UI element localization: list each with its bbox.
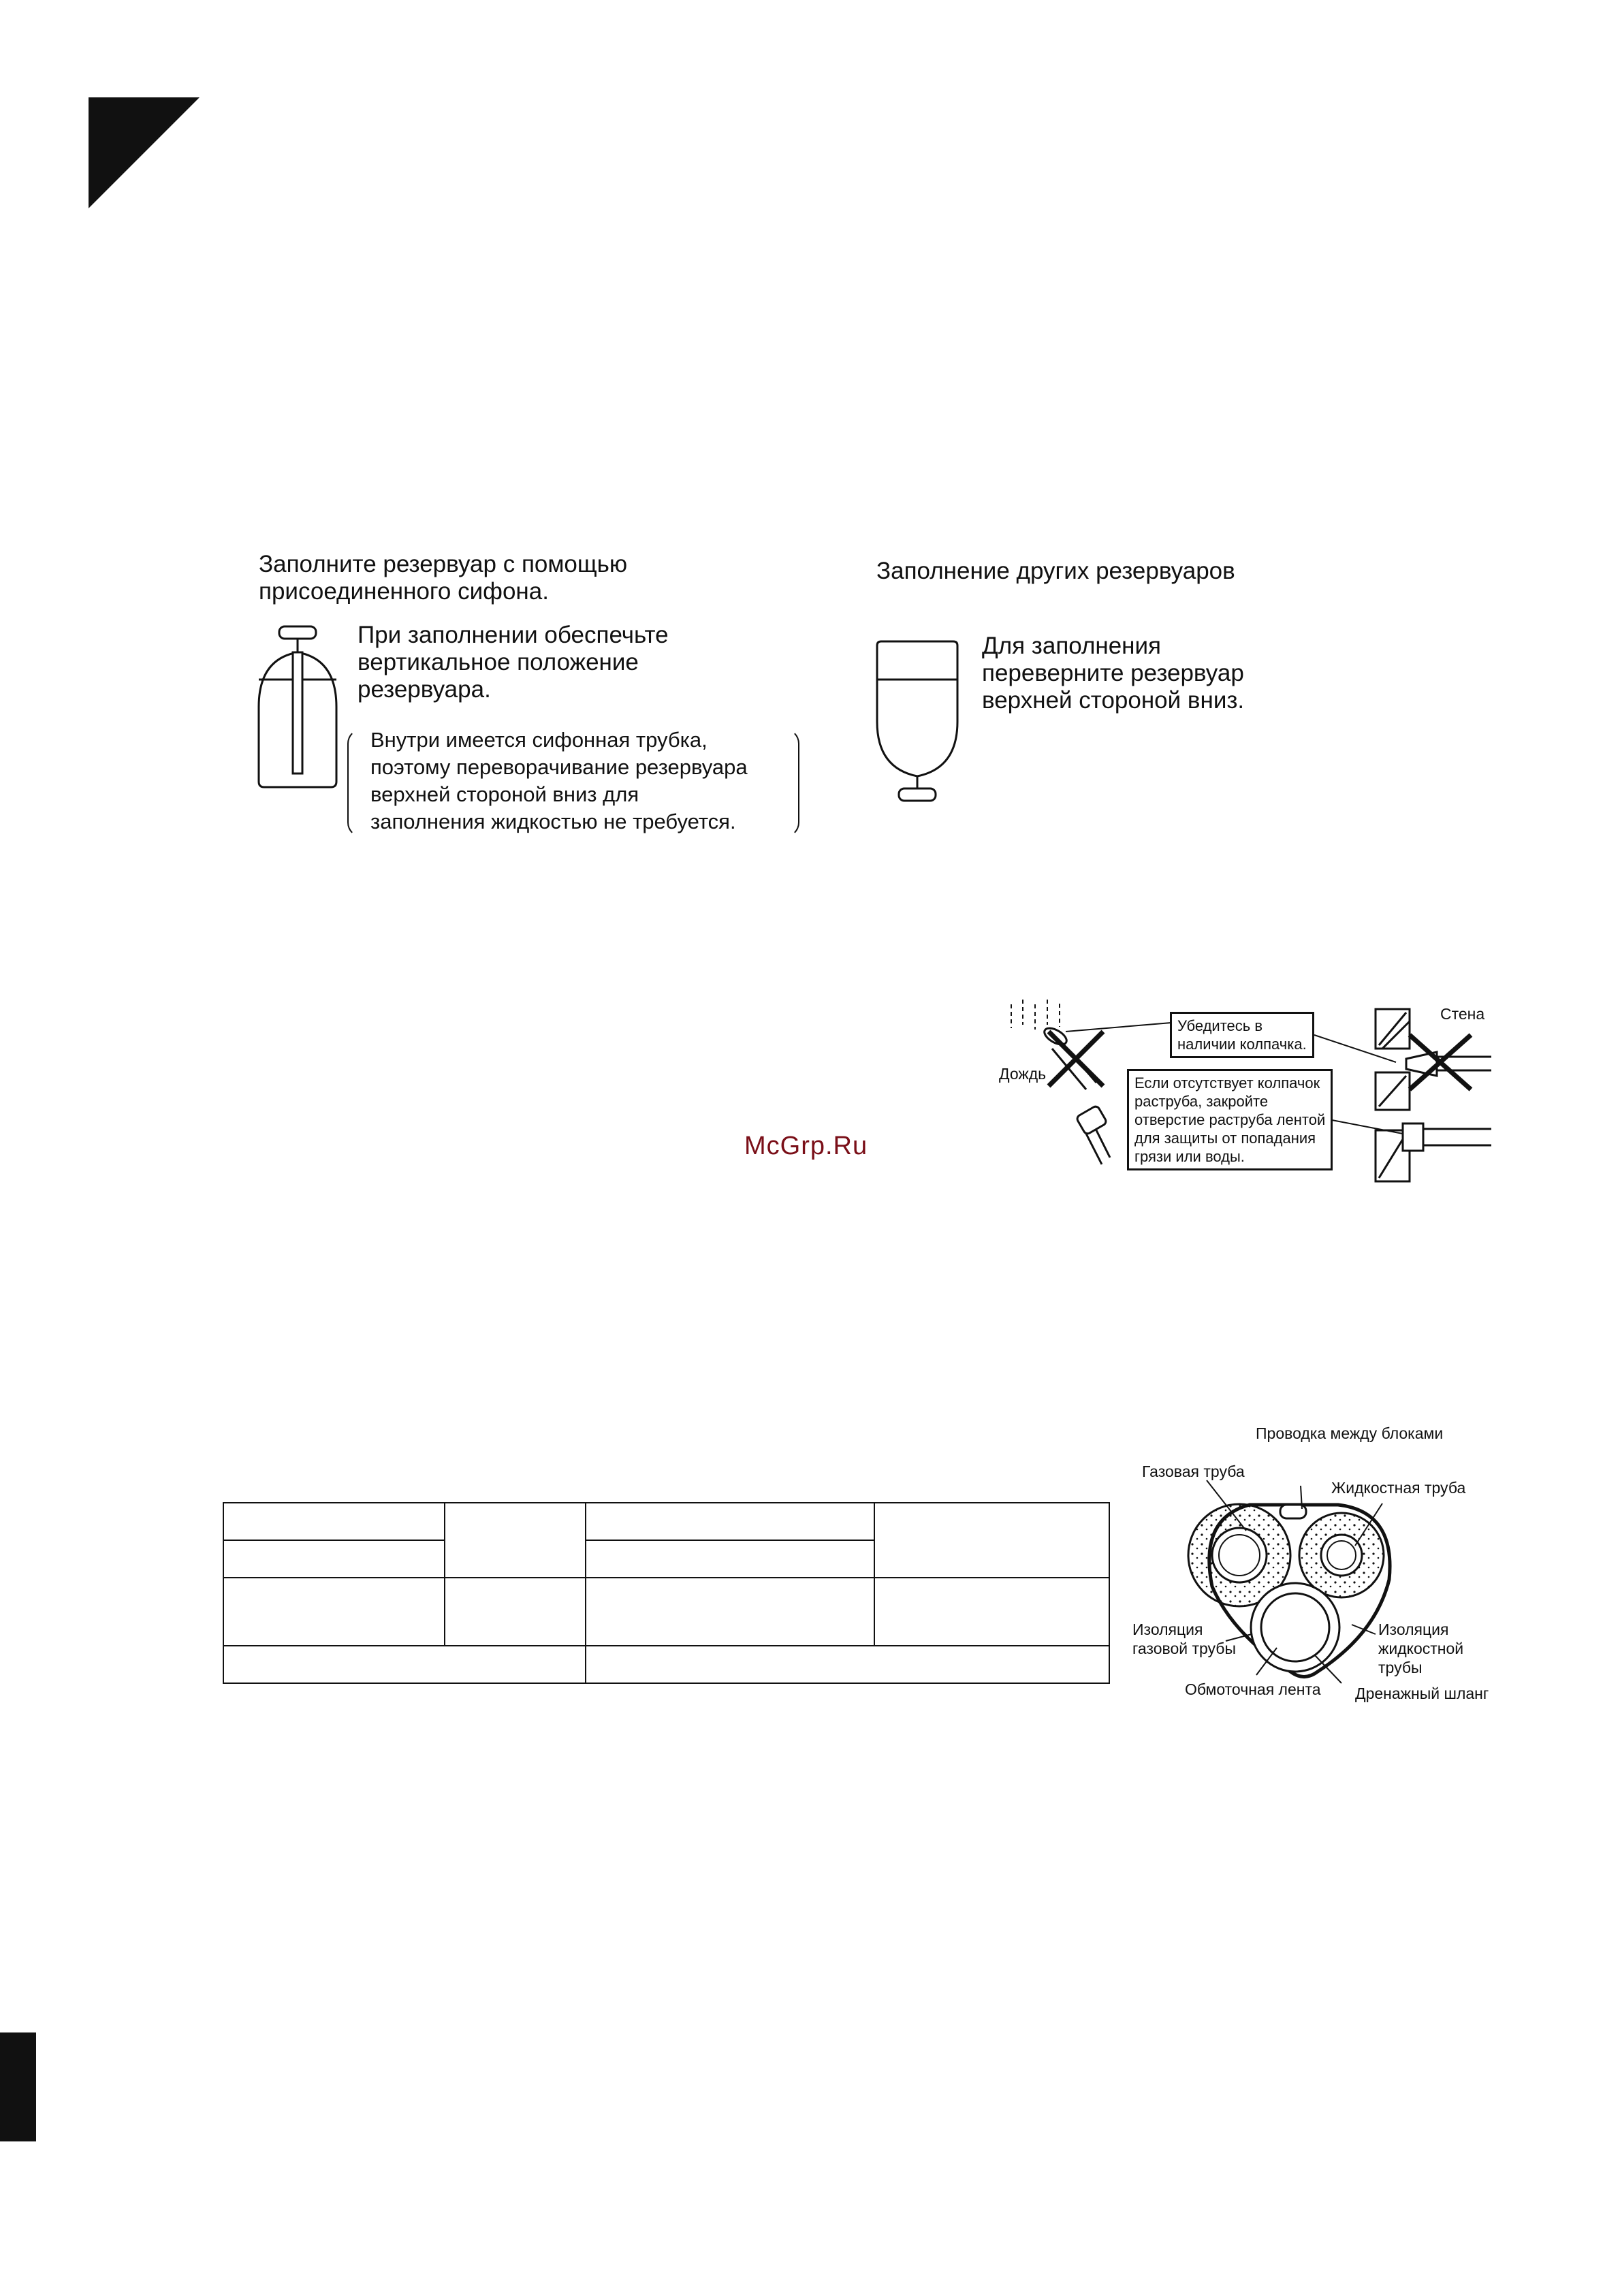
callout-check-cap bbox=[1170, 1012, 1314, 1058]
left-note-line4: заполнения жидкостью не требуется. bbox=[370, 810, 736, 833]
callout2-line1: Если отсутствует колпачок bbox=[1134, 1074, 1320, 1091]
callout2-line2: раструба, закройте bbox=[1134, 1093, 1269, 1110]
left-title-line1: Заполните резервуар с помощью bbox=[259, 551, 628, 577]
side-tab bbox=[0, 2032, 36, 2141]
left-instr-line1: При заполнении обеспечьте bbox=[358, 622, 669, 648]
table-cell bbox=[586, 1578, 874, 1646]
wiring-label: Проводка между блоками bbox=[1256, 1424, 1444, 1442]
gas-pipe-label: Газовая труба bbox=[1142, 1463, 1245, 1480]
wall-label: Стена bbox=[1440, 1005, 1485, 1023]
siphon-bottle-icon bbox=[252, 625, 344, 792]
gas-insulation-line2: газовой трубы bbox=[1132, 1640, 1237, 1657]
watermark: McGrp.Ru bbox=[744, 1132, 868, 1160]
right-instr-line3: верхней стороной вниз. bbox=[982, 687, 1245, 714]
right-instr-line2: переверните резервуар bbox=[982, 660, 1244, 686]
callout2-line4: для защиты от попадания bbox=[1134, 1130, 1316, 1147]
callout2-line3: отверстие раструба лентой bbox=[1134, 1111, 1326, 1128]
callout1-line1: Убедитесь в bbox=[1177, 1017, 1263, 1034]
corner-triangle bbox=[89, 97, 201, 210]
liquid-insulation-line1: Изоляция bbox=[1378, 1621, 1449, 1638]
callout1-line2: наличии колпачка. bbox=[1177, 1036, 1307, 1053]
table-cell bbox=[223, 1578, 445, 1646]
table-cell bbox=[445, 1503, 586, 1578]
piping-table bbox=[223, 1502, 1110, 1684]
table-cell bbox=[586, 1646, 1109, 1683]
table-cell bbox=[874, 1503, 1109, 1578]
liquid-insulation-line3: трубы bbox=[1378, 1659, 1423, 1676]
left-note-line1: Внутри имеется сифонная трубка, bbox=[370, 728, 708, 752]
drain-hose-label: Дренажный шланг bbox=[1355, 1685, 1489, 1702]
gas-insulation-line1: Изоляция bbox=[1132, 1621, 1203, 1638]
table-cell bbox=[586, 1503, 874, 1540]
inverted-bottle-icon bbox=[872, 640, 964, 807]
wrapping-tape-label: Обмоточная лента bbox=[1185, 1680, 1321, 1698]
liquid-pipe-label: Жидкостная труба bbox=[1331, 1479, 1466, 1497]
rain-label: Дождь bbox=[999, 1065, 1047, 1083]
liquid-insulation-line2: жидкостной bbox=[1378, 1640, 1464, 1657]
right-instr-line1: Для заполнения bbox=[982, 633, 1162, 659]
table-cell bbox=[223, 1646, 586, 1683]
left-instr-line3: резервуара. bbox=[358, 676, 491, 703]
table-cell bbox=[223, 1540, 445, 1578]
left-title-line2: присоединенного сифона. bbox=[259, 578, 549, 605]
table-cell bbox=[445, 1578, 586, 1646]
left-note-line3: верхней стороной вниз для bbox=[370, 782, 639, 806]
table-cell bbox=[223, 1503, 445, 1540]
callout2-line5: грязи или воды. bbox=[1134, 1148, 1245, 1165]
left-instr-line2: вертикальное положение bbox=[358, 649, 639, 675]
table-cell bbox=[874, 1578, 1109, 1646]
right-title: Заполнение других резервуаров bbox=[876, 558, 1235, 584]
table-cell bbox=[586, 1540, 874, 1578]
left-note-line2: поэтому переворачивание резервуара bbox=[370, 755, 748, 779]
callout-no-cap bbox=[1127, 1069, 1333, 1170]
